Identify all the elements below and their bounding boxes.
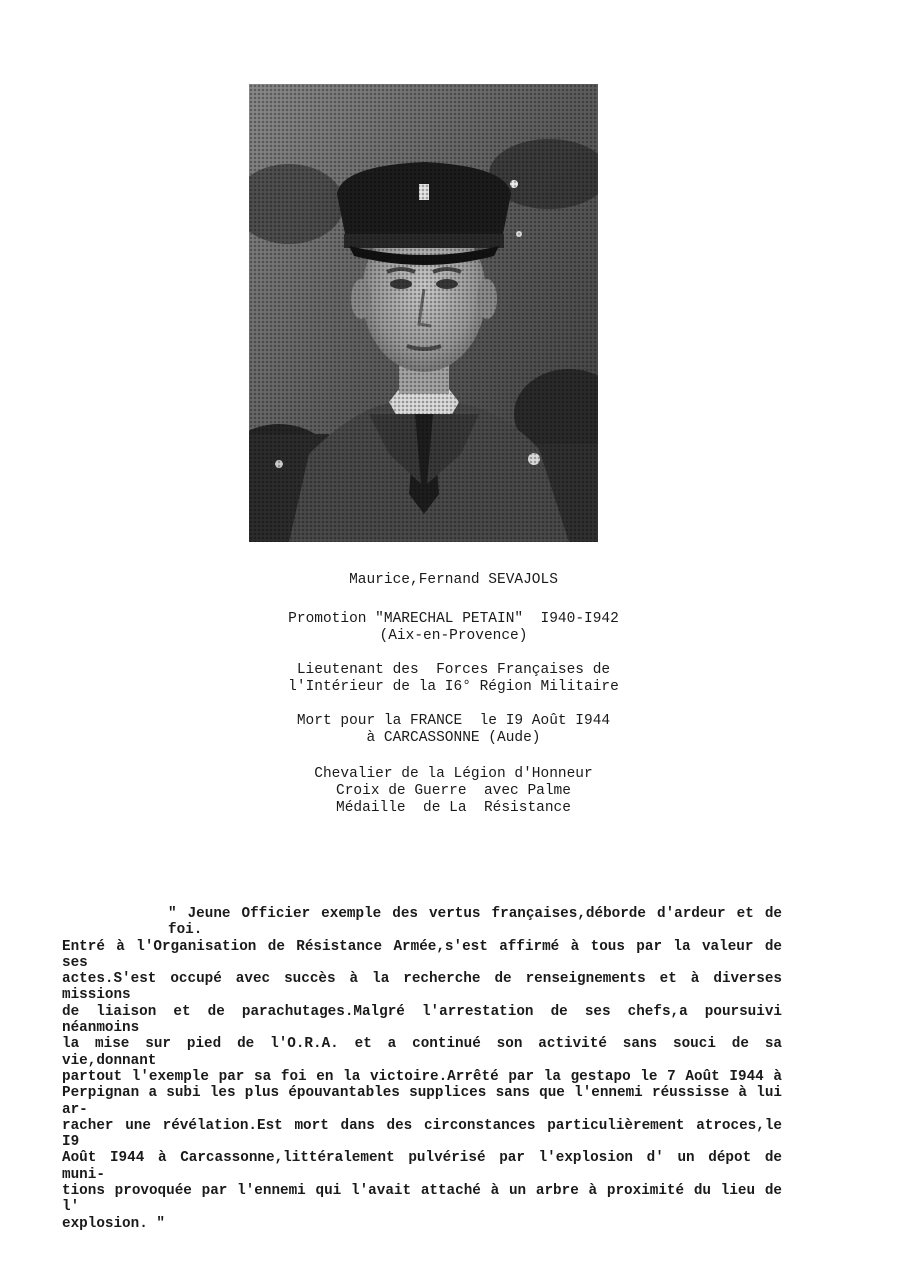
citation-line: Entré à l'Organisation de Résistance Armée,s'est affirmé à tous par la valeur de ses (62, 938, 782, 971)
rank-line-1: Lieutenant des Forces Françaises de (296, 662, 611, 678)
death-line-2: à CARCASSONNE (Aude) (366, 730, 541, 746)
citation-line: racher une révélation.Est mort dans des circonstances particulièrement atroces,le I9 (62, 1117, 782, 1151)
honor-line-3: Médaille de La Résistance (336, 800, 571, 816)
halftone-overlay (249, 84, 598, 542)
citation-line: de liaison et de parachutages.Malgré l'arrestation de ses chefs,a poursuivi néanmoins (62, 1003, 782, 1037)
citation-paragraph (62, 906, 782, 1232)
honor-line-1: Chevalier de la Légion d'Honneur (314, 766, 593, 782)
citation-line: partout l'exemple par sa foi en la victoire.Arrêté par la gestapo le 7 Août I944 à (62, 1068, 782, 1085)
rank-line-2: l'Intérieur de la I6° Région Militaire (288, 679, 619, 695)
citation-line: explosion. " (62, 1215, 165, 1232)
officer-name: Maurice,Fernand SEVAJOLS (349, 572, 558, 588)
citation-line: Août I944 à Carcassonne,littéralement pulvérisé par l'explosion d' un dépot de muni- (62, 1150, 782, 1183)
citation-line: " Jeune Officier exemple des vertus françaises,déborde d'ardeur et de foi. (168, 906, 782, 939)
portrait-photo (249, 84, 598, 542)
citation-line: Perpignan a subi les plus épouvantables supplices sans que l'ennemi réussisse à lui ar- (62, 1085, 782, 1118)
citation-line: tions provoquée par l'ennemi qui l'avait attaché à un arbre à proximité du lieu de l' (62, 1183, 782, 1216)
death-line-1: Mort pour la FRANCE le I9 Août I944 (296, 713, 611, 729)
citation-line: la mise sur pied de l'O.R.A. et a continué son activité sans souci de sa vie,donnant (62, 1036, 782, 1069)
promotion-line: Promotion "MARECHAL PETAIN" I940-I942 (288, 611, 619, 627)
honor-line-2: Croix de Guerre avec Palme (336, 783, 571, 799)
citation-line: actes.S'est occupé avec succès à la recherche de renseignements et à diverses missions (62, 971, 782, 1004)
promotion-location: (Aix-en-Provence) (379, 628, 528, 644)
